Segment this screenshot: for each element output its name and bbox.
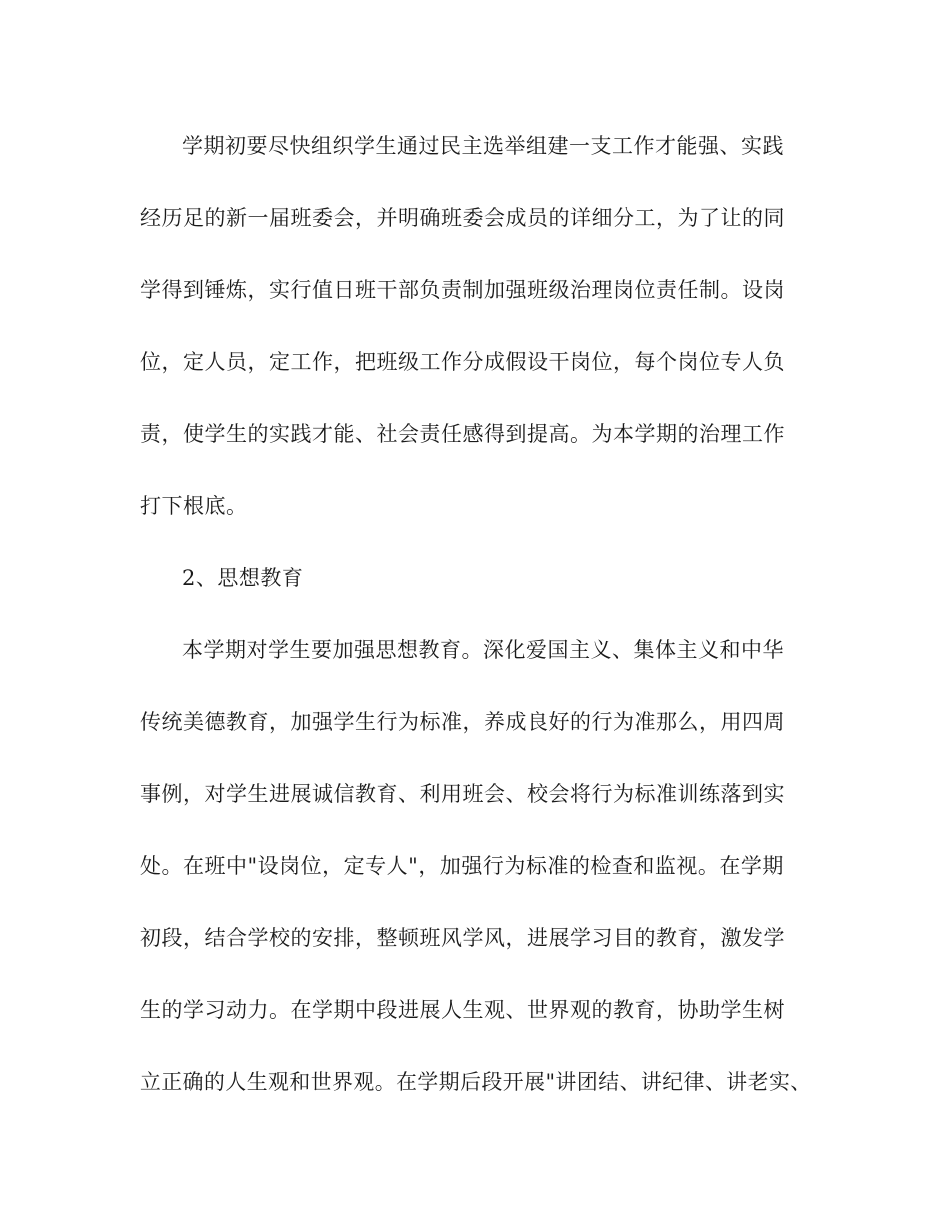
paragraph-2-line-2: 传统美德教育，加强学生行为标准，养成良好的行为准那么，用四周 <box>140 710 785 734</box>
paragraph-1-line-4: 位，定人员，定工作，把班级工作分成假设干岗位，每个岗位专人负 <box>140 350 785 374</box>
paragraph-2-line-6: 生的学习动力。在学期中段进展人生观、世界观的教育，协助学生树 <box>140 998 785 1022</box>
paragraph-2-line-7: 立正确的人生观和世界观。在学期后段开展"讲团结、讲纪律、讲老实、 <box>140 1070 812 1094</box>
paragraph-1-line-6: 打下根底。 <box>140 494 248 518</box>
section-heading: 2、思想教育 <box>182 566 304 590</box>
paragraph-2-line-5: 初段，结合学校的安排，整顿班风学风，进展学习目的教育，激发学 <box>140 926 785 950</box>
paragraph-1-line-1: 学期初要尽快组织学生通过民主选举组建一支工作才能强、实践 <box>182 134 784 158</box>
paragraph-2-line-1: 本学期对学生要加强思想教育。深化爱国主义、集体主义和中华 <box>182 638 784 662</box>
paragraph-2-line-3: 事例，对学生进展诚信教育、利用班会、校会将行为标准训练落到实 <box>140 782 785 806</box>
paragraph-2-line-4: 处。在班中"设岗位，定专人"，加强行为标准的检查和监视。在学期 <box>140 854 784 878</box>
paragraph-1-line-2: 经历足的新一届班委会，并明确班委会成员的详细分工，为了让的同 <box>140 206 785 230</box>
paragraph-1-line-5: 责，使学生的实践才能、社会责任感得到提高。为本学期的治理工作 <box>140 422 785 446</box>
paragraph-1-line-3: 学得到锤炼，实行值日班干部负责制加强班级治理岗位责任制。设岗 <box>140 278 785 302</box>
